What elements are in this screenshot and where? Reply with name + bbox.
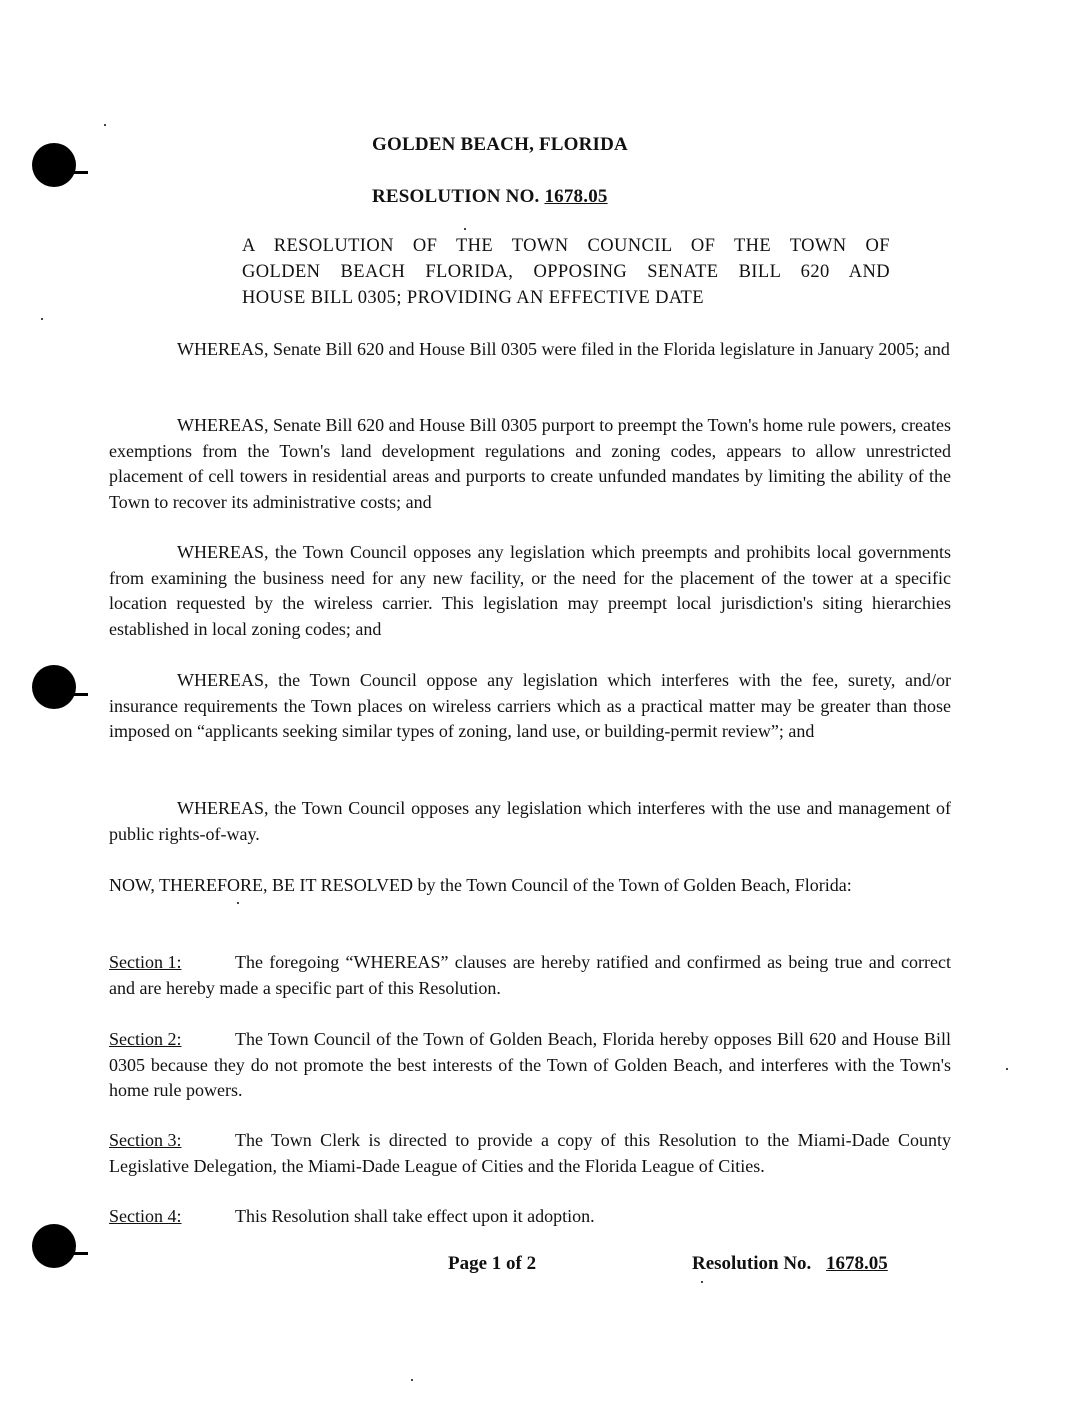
section-text: The foregoing “WHEREAS” clauses are hereby ratified and confirmed as being true and correct and are hereby made a specific part of this Resolution. xyxy=(109,952,951,998)
title-line: A RESOLUTION OF THE TOWN COUNCIL OF THE TOWN OF xyxy=(242,236,890,256)
resolution-number: 1678.05 xyxy=(544,186,608,207)
section-label: Section 1: xyxy=(109,952,182,972)
footer-resolution-number: 1678.05 xyxy=(826,1253,888,1274)
resolution-prefix: RESOLUTION NO. xyxy=(372,186,545,207)
section-label: Section 4: xyxy=(109,1206,182,1226)
section-label: Section 2: xyxy=(109,1029,182,1049)
whereas-clause: WHEREAS, Senate Bill 620 and House Bill 0305 were filed in the Florida legislature in January 2005; and xyxy=(177,339,950,359)
document-header-place: GOLDEN BEACH, FLORIDA xyxy=(372,134,628,155)
section-4 xyxy=(109,1204,951,1230)
scan-speck xyxy=(1006,1068,1008,1070)
section-text: This Resolution shall take effect upon it adoption. xyxy=(235,1206,595,1226)
section-text: The Town Council of the Town of Golden Beach, Florida hereby opposes Bill 620 and House Bill 0305 because they do not promote the best interests of the Town of Golden Beach, and interferes with the Town's home rule powers. xyxy=(109,1029,951,1100)
hole-punch-mark xyxy=(32,665,76,709)
scan-speck xyxy=(464,228,466,230)
section-label: Section 3: xyxy=(109,1130,182,1150)
title-line: GOLDEN BEACH FLORIDA, OPPOSING SENATE BILL 620 AND xyxy=(242,262,890,282)
whereas-clause: WHEREAS, the Town Council opposes any legislation which preempts and prohibits local governments from examining the business need for any new facility, or the need for the placement of the tower at a specific location requested by the wireless carrier. This legislation may preempt local jurisdiction's siting hierarchies established in local zoning codes; and xyxy=(109,542,951,639)
resolved-clause: NOW, THEREFORE, BE IT RESOLVED by the Town Council of the Town of Golden Beach, Florida: xyxy=(109,875,852,895)
section-text: The Town Clerk is directed to provide a copy of this Resolution to the Miami-Dade County Legislative Delegation, the Miami-Dade League of Cities and the Florida League of Cities. xyxy=(109,1130,951,1176)
hole-punch-mark xyxy=(32,143,76,187)
scan-speck xyxy=(41,318,43,320)
scan-speck xyxy=(104,124,106,126)
scan-speck xyxy=(701,1281,703,1283)
section-1 xyxy=(109,950,951,1001)
whereas-clause: WHEREAS, Senate Bill 620 and House Bill 0305 purport to preempt the Town's home rule powers, creates exemptions from the Town's land development regulations and zoning codes, appears to allow unrestricted placement of cell towers in residential areas and purports to create unfunded mandates by limiting the ability of the Town to recover its administrative costs; and xyxy=(109,415,951,512)
whereas-clause: WHEREAS, the Town Council oppose any legislation which interferes with the fee, surety, and/or insurance requirements the Town places on wireless carriers which as a practical matter may be greater than those imposed on “applicants seeking similar types of zoning, land use, or building-permit review”; and xyxy=(109,670,951,741)
document-header-resolution xyxy=(372,186,608,208)
title-line: HOUSE BILL 0305; PROVIDING AN EFFECTIVE DATE xyxy=(242,288,704,308)
whereas-clause: WHEREAS, the Town Council opposes any legislation which interferes with the use and management of public rights-of-way. xyxy=(109,798,951,844)
hole-punch-mark xyxy=(32,1224,76,1268)
page-number: Page 1 of 2 xyxy=(448,1253,537,1274)
footer-resolution xyxy=(692,1253,888,1275)
scan-speck xyxy=(411,1379,413,1381)
footer-resolution-prefix: Resolution No. xyxy=(692,1253,817,1274)
section-3 xyxy=(109,1128,951,1179)
resolution-title xyxy=(242,233,890,311)
scan-speck xyxy=(237,902,239,904)
section-2 xyxy=(109,1027,951,1104)
